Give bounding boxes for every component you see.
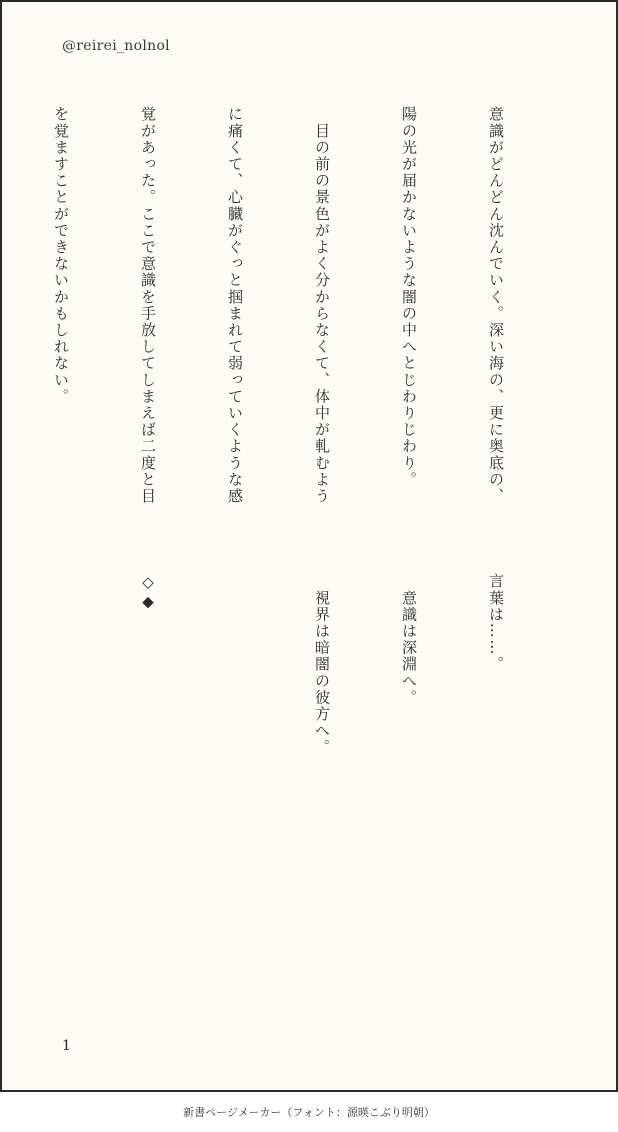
text-block-bottom [0, 573, 568, 1003]
text-line: 意識がどんどん沈んでいく。深い海の、更に奥底の、 [487, 106, 505, 505]
generator-credit: 新書ページメーカー（フォント：源暎こぶり明朝） [183, 1106, 435, 1119]
text-line: 言葉は……。 [487, 573, 505, 673]
author-handle: @reirei_nolnol [62, 38, 170, 54]
text-line: に痛くて、心臓がぐっと掴まれて弱っていくような感 [226, 106, 244, 505]
text-line: 覚があった。ここで意識を手放してしまえば二度と目 [139, 106, 157, 505]
text-line: 目の前の景色がよく分からなくて、体中が軋むよう [313, 106, 331, 505]
blank-line [46, 573, 75, 1003]
page-number: 1 [62, 1038, 71, 1054]
text-line: を覚ますことができないかもしれない。 [52, 106, 70, 405]
text-line: 視界は暗闇の彼方へ。 [313, 573, 331, 756]
text-block-top [0, 106, 568, 536]
text-line: 陽の光が届かないような闇の中へとじわりじわり。 [400, 106, 418, 488]
text-line: 意識は深淵へ。 [400, 573, 418, 706]
blank-line [220, 573, 249, 1003]
section-divider: ◇◆ [139, 573, 157, 613]
